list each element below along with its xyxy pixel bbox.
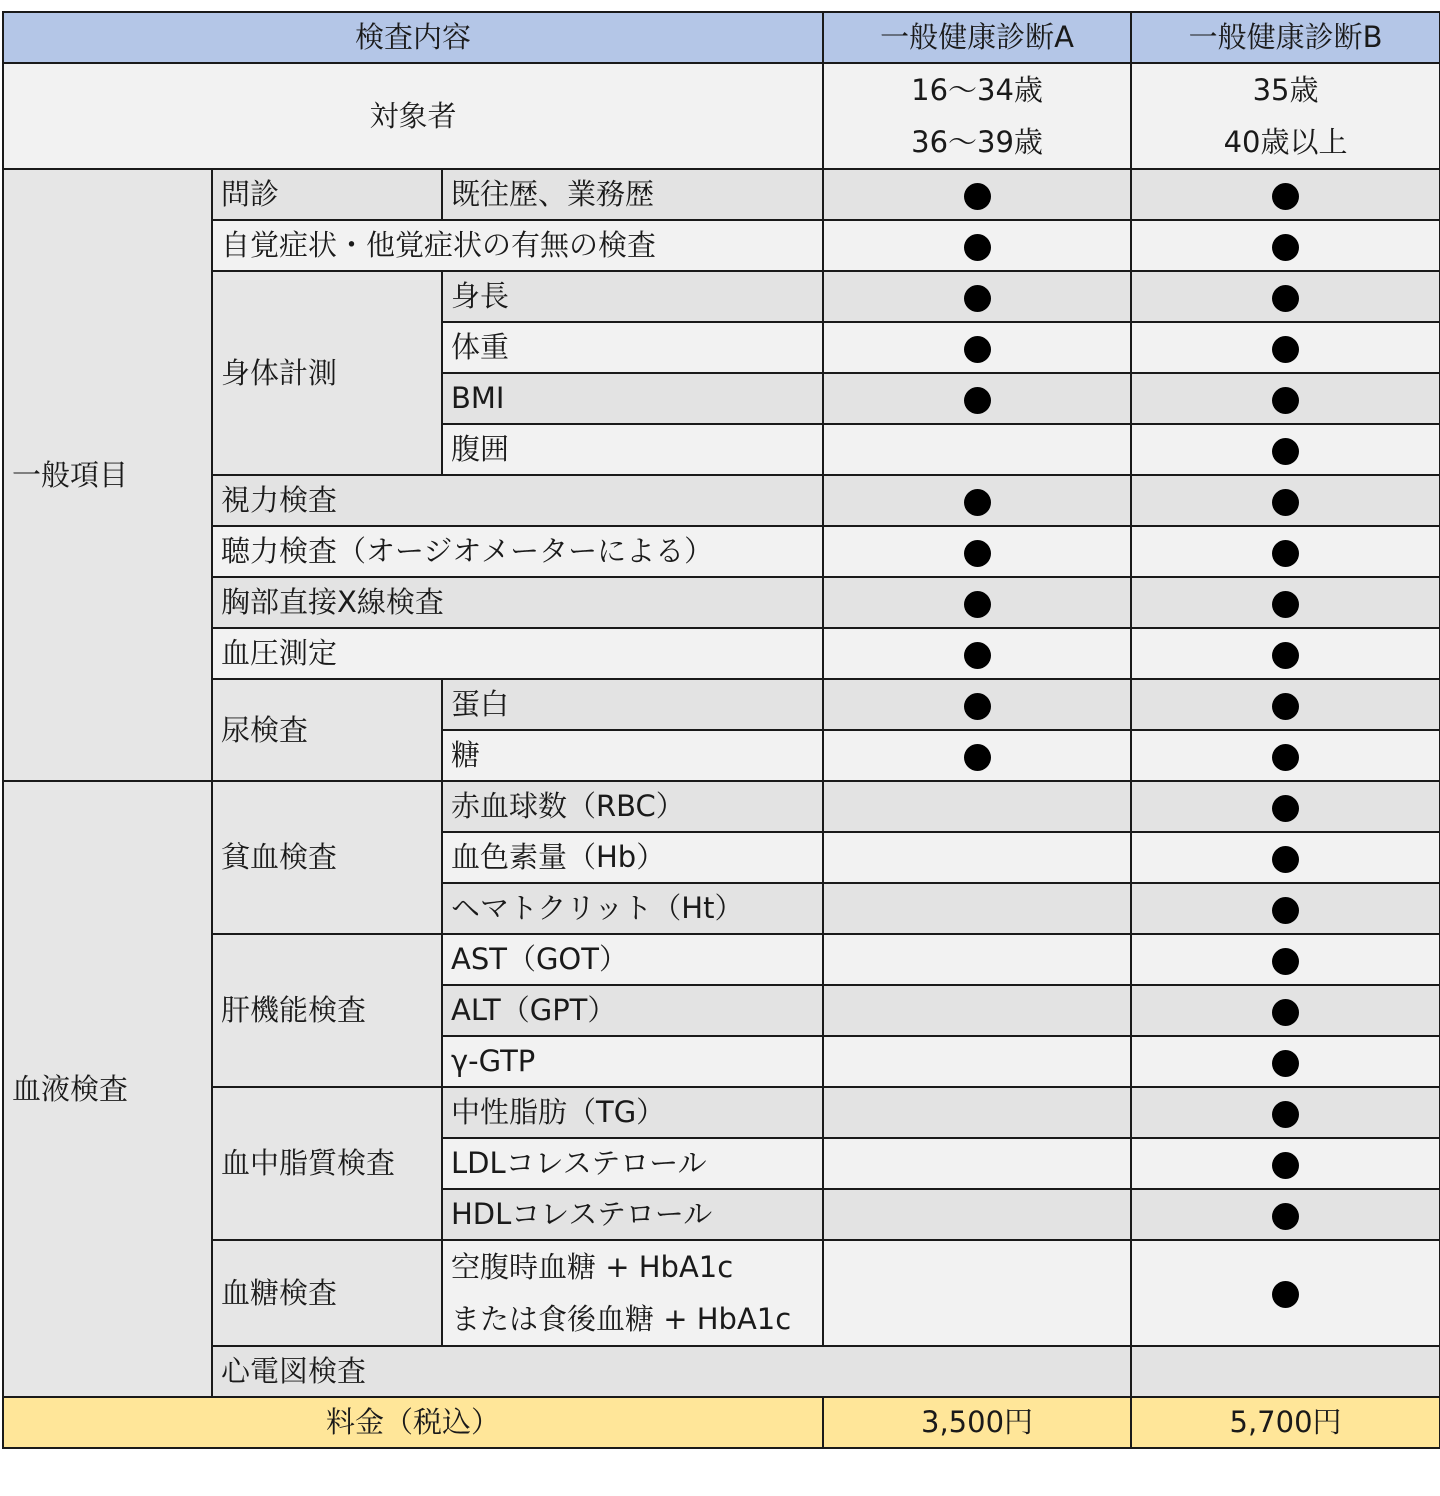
mark-b	[1131, 1036, 1440, 1087]
mark-b	[1131, 475, 1440, 526]
mark-a	[1131, 1346, 1440, 1397]
item-ggtp: γ-GTP	[442, 1036, 823, 1087]
item-glucose: 血糖検査	[212, 1240, 442, 1346]
table-row	[3, 271, 1440, 322]
mark-b	[1131, 373, 1440, 424]
included-mark-icon	[964, 183, 991, 210]
mark-a	[823, 832, 1131, 883]
glucose-line2: または食後血糖 + HbA1c	[451, 1302, 792, 1336]
item-anemia: 貧血検査	[212, 781, 442, 934]
fee-b: 5,700円	[1131, 1397, 1440, 1448]
group-general: 一般項目	[3, 169, 212, 781]
group-blood: 血液検査	[3, 781, 212, 1397]
target-a	[823, 63, 1131, 169]
item-sugar: 糖	[442, 730, 823, 781]
table-row	[3, 934, 1440, 985]
item-interview: 問診	[212, 169, 442, 220]
fee-row	[3, 1397, 1440, 1448]
mark-b	[1131, 424, 1440, 475]
table-row	[3, 628, 1440, 679]
included-mark-icon	[1272, 387, 1299, 414]
included-mark-icon	[964, 387, 991, 414]
included-mark-icon	[1272, 285, 1299, 312]
included-mark-icon	[1272, 744, 1299, 771]
mark-b	[1131, 832, 1440, 883]
group-ecg: 心電図検査	[212, 1346, 1131, 1397]
item-hearing: 聴力検査（オージオメーターによる）	[212, 526, 823, 577]
header-plan-b: 一般健康診断B	[1131, 12, 1440, 63]
mark-b	[1131, 1240, 1440, 1346]
header-plan-a: 一般健康診断A	[823, 12, 1131, 63]
table-row	[3, 1087, 1440, 1138]
glucose-line1: 空腹時血糖 + HbA1c	[451, 1250, 734, 1284]
item-hb: 血色素量（Hb）	[442, 832, 823, 883]
mark-b	[1131, 322, 1440, 373]
mark-b	[1131, 781, 1440, 832]
item-xray: 胸部直接X線検査	[212, 577, 823, 628]
mark-a	[823, 1036, 1131, 1087]
item-ldl: LDLコレステロール	[442, 1138, 823, 1189]
table-row	[3, 1240, 1440, 1346]
mark-a	[823, 781, 1131, 832]
included-mark-icon	[1272, 489, 1299, 516]
mark-a	[823, 424, 1131, 475]
mark-a	[823, 883, 1131, 934]
mark-a	[823, 1087, 1131, 1138]
table-row	[3, 220, 1440, 271]
included-mark-icon	[964, 234, 991, 261]
mark-a	[823, 1138, 1131, 1189]
item-liver: 肝機能検査	[212, 934, 442, 1087]
included-mark-icon	[964, 285, 991, 312]
table-row	[3, 169, 1440, 220]
included-mark-icon	[1272, 336, 1299, 363]
item-vision: 視力検査	[212, 475, 823, 526]
mark-a	[823, 373, 1131, 424]
table-row	[3, 577, 1440, 628]
fee-label: 料金（税込）	[3, 1397, 823, 1448]
item-bmi: BMI	[442, 373, 823, 424]
item-history: 既往歴、業務歴	[442, 169, 823, 220]
mark-b	[1131, 526, 1440, 577]
mark-a	[823, 220, 1131, 271]
item-height: 身長	[442, 271, 823, 322]
fee-a: 3,500円	[823, 1397, 1131, 1448]
included-mark-icon	[964, 540, 991, 567]
table-row	[3, 679, 1440, 730]
included-mark-icon	[1272, 948, 1299, 975]
item-glucose-detail	[442, 1240, 823, 1346]
included-mark-icon	[964, 642, 991, 669]
table-row	[3, 475, 1440, 526]
header-content: 検査内容	[3, 12, 823, 63]
included-mark-icon	[1272, 897, 1299, 924]
item-symptoms: 自覚症状・他覚症状の有無の検査	[212, 220, 823, 271]
mark-a	[823, 475, 1131, 526]
table-row	[3, 1346, 1440, 1397]
included-mark-icon	[1272, 795, 1299, 822]
target-b	[1131, 63, 1440, 169]
mark-a	[823, 322, 1131, 373]
mark-b	[1131, 271, 1440, 322]
included-mark-icon	[964, 489, 991, 516]
target-b-line1: 35歳	[1252, 73, 1319, 107]
target-b-line2: 40歳以上	[1223, 125, 1348, 159]
item-protein: 蛋白	[442, 679, 823, 730]
included-mark-icon	[1272, 1203, 1299, 1230]
table-row	[3, 526, 1440, 577]
mark-b	[1131, 1189, 1440, 1240]
mark-b	[1131, 169, 1440, 220]
mark-a	[823, 679, 1131, 730]
included-mark-icon	[1272, 999, 1299, 1026]
included-mark-icon	[1272, 591, 1299, 618]
included-mark-icon	[1272, 693, 1299, 720]
mark-a	[823, 1240, 1131, 1346]
mark-b	[1131, 985, 1440, 1036]
included-mark-icon	[964, 336, 991, 363]
mark-b	[1131, 220, 1440, 271]
target-label: 対象者	[3, 63, 823, 169]
item-alt: ALT（GPT）	[442, 985, 823, 1036]
item-hdl: HDLコレステロール	[442, 1189, 823, 1240]
mark-b	[1131, 1087, 1440, 1138]
item-lipid: 血中脂質検査	[212, 1087, 442, 1240]
included-mark-icon	[964, 693, 991, 720]
item-rbc: 赤血球数（RBC）	[442, 781, 823, 832]
included-mark-icon	[1272, 1281, 1299, 1308]
mark-b	[1131, 1138, 1440, 1189]
item-waist: 腹囲	[442, 424, 823, 475]
item-weight: 体重	[442, 322, 823, 373]
item-tg: 中性脂肪（TG）	[442, 1087, 823, 1138]
mark-b	[1131, 577, 1440, 628]
included-mark-icon	[1272, 1152, 1299, 1179]
included-mark-icon	[964, 744, 991, 771]
mark-a	[823, 1189, 1131, 1240]
mark-b	[1131, 679, 1440, 730]
item-ht: ヘマトクリット（Ht）	[442, 883, 823, 934]
target-a-line2: 36～39歳	[911, 125, 1043, 159]
table-row	[3, 781, 1440, 832]
item-bp: 血圧測定	[212, 628, 823, 679]
included-mark-icon	[1272, 846, 1299, 873]
mark-a	[823, 271, 1131, 322]
mark-a	[823, 577, 1131, 628]
included-mark-icon	[1272, 1050, 1299, 1077]
item-urine: 尿検査	[212, 679, 442, 781]
included-mark-icon	[1272, 183, 1299, 210]
mark-b	[1131, 934, 1440, 985]
mark-a	[823, 169, 1131, 220]
health-checkup-table	[2, 11, 1440, 1449]
mark-a	[823, 526, 1131, 577]
included-mark-icon	[1272, 642, 1299, 669]
mark-a	[823, 934, 1131, 985]
mark-a	[823, 730, 1131, 781]
mark-a	[823, 628, 1131, 679]
header-row	[3, 12, 1440, 63]
mark-b	[1131, 628, 1440, 679]
included-mark-icon	[1272, 234, 1299, 261]
included-mark-icon	[1272, 438, 1299, 465]
item-body: 身体計測	[212, 271, 442, 475]
target-a-line1: 16～34歳	[911, 73, 1043, 107]
mark-b	[1131, 730, 1440, 781]
mark-b	[1131, 883, 1440, 934]
mark-a	[823, 985, 1131, 1036]
target-row	[3, 63, 1440, 169]
included-mark-icon	[1272, 540, 1299, 567]
included-mark-icon	[1272, 1101, 1299, 1128]
included-mark-icon	[964, 591, 991, 618]
item-ast: AST（GOT）	[442, 934, 823, 985]
